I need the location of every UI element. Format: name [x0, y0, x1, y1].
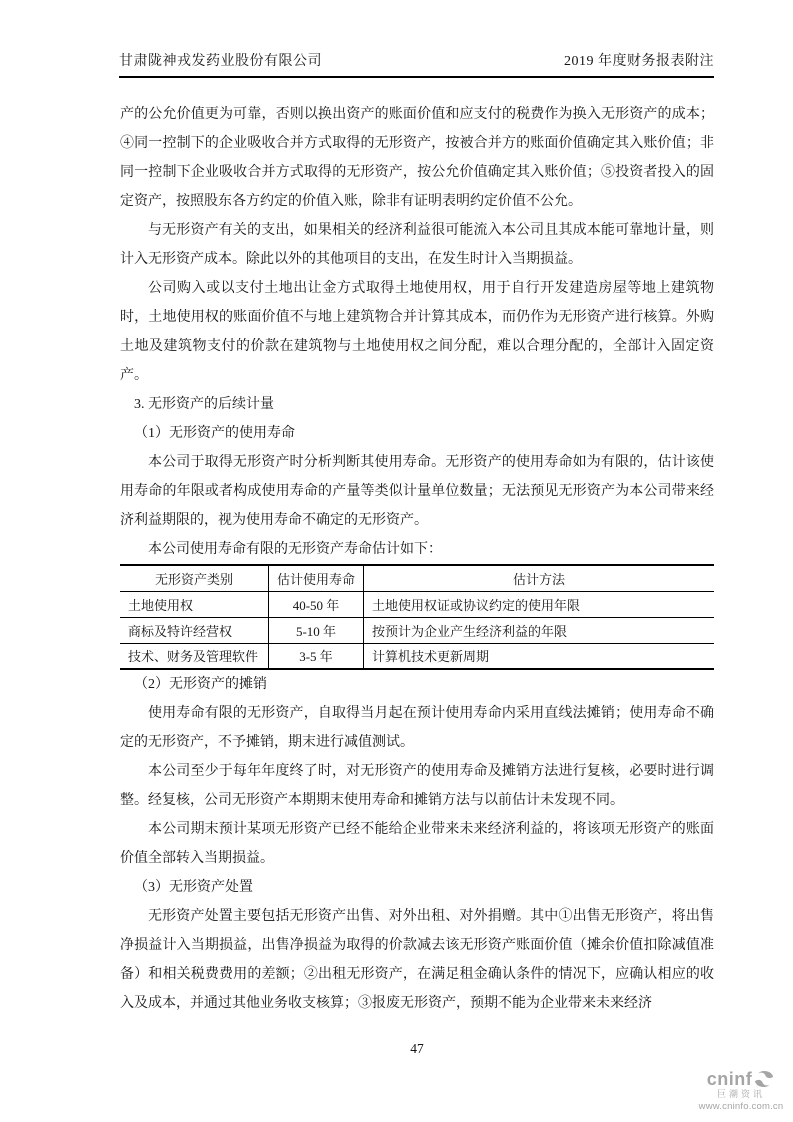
column-header: 无形资产类别: [120, 565, 269, 591]
estimation-method-cell: 土地使用权证或协议约定的使用年限: [364, 591, 714, 617]
page-header: [119, 50, 714, 78]
page-number: 47: [410, 1041, 424, 1056]
asset-type-cell: 商标及特许经营权: [120, 617, 269, 643]
table-row: [120, 591, 714, 617]
cninfo-chinese-name: 巨潮资讯: [716, 1089, 765, 1099]
section-heading: （3）无形资产处置: [134, 880, 253, 895]
swirl-icon: [753, 1069, 775, 1089]
section-heading: （1）无形资产的使用寿命: [134, 426, 295, 441]
cninfo-wordmark-row: [693, 1069, 789, 1089]
cninfo-logo: [693, 1069, 789, 1112]
document-title: 2019 年度财务报表附注: [564, 54, 714, 69]
estimation-method-cell: 按预计为企业产生经济利益的年限: [364, 617, 714, 643]
useful-life-cell: 5-10 年: [269, 617, 364, 643]
paragraph: 产的公允价值更为可靠，否则以换出资产的账面价值和应支付的税费作为换入无形资产的成本；④同一控制下的企业吸收合并方式取得的无形资产，按被合并方的账面价值确定其入账价值；非同一控制下企业吸收合并方式取得的无形资产，按公允价值确定其入账价值；⑤投资者投入的固定资产，按照股东各方约定的价值入账，除非有证明表明约定价值不公允。: [120, 107, 714, 209]
table-header-row: [120, 565, 714, 591]
cninfo-url: www.cninfo.com.cn: [698, 1101, 784, 1112]
asset-type-cell: 技术、财务及管理软件: [128, 649, 259, 665]
paragraph: 本公司使用寿命有限的无形资产寿命估计如下：: [148, 542, 442, 557]
paragraph: 无形资产处置主要包括无形资产出售、对外出租、对外捐赠。其中①出售无形资产，将出售净损益计入当期损益，出售净损益为取得的价款减去该无形资产账面价值（摊余价值扣除减值准备）和相关税费费用的差额；②出租无形资产，在满足租金确认条件的情况下，应确认相应的收入及成本，并通过其他业务收支核算；③报废无形资产，预期不能为企业带来未来经济: [120, 909, 714, 1011]
useful-life-table: [120, 564, 714, 670]
column-header: 估计方法: [364, 565, 714, 591]
section-heading: （2）无形资产的摊销: [134, 677, 267, 692]
paragraph: 与无形资产有关的支出，如果相关的经济利益很可能流入本公司且其成本能可靠地计量，则计入无形资产成本。除此以外的其他项目的支出，在发生时计入当期损益。: [120, 223, 714, 267]
table-row: [120, 643, 714, 669]
cninfo-wordmark: cninf: [706, 1069, 753, 1089]
estimation-method-cell: 计算机技术更新周期: [364, 643, 714, 669]
useful-life-cell: 3-5 年: [269, 643, 364, 669]
section-heading: 3. 无形资产的后续计量: [134, 397, 274, 412]
paragraph: 本公司于取得无形资产时分析判断其使用寿命。无形资产的使用寿命如为有限的，估计该使用寿命的年限或者构成使用寿命的产量等类似计量单位数量；无法预见无形资产为本公司带来经济利益期限的，视为使用寿命不确定的无形资产。: [120, 455, 714, 528]
asset-type-cell: 土地使用权: [120, 591, 269, 617]
table-row: [120, 617, 714, 643]
paragraph: 公司购入或以支付土地出让金方式取得土地使用权，用于自行开发建造房屋等地上建筑物时，土地使用权的账面价值不与地上建筑物合并计算其成本，而仍作为无形资产进行核算。外购土地及建筑物支付的价款在建筑物与土地使用权之间分配，难以合理分配的，全部计入固定资产。: [120, 281, 714, 383]
paragraph: 本公司至少于每年年度终了时，对无形资产的使用寿命及摊销方法进行复核，必要时进行调整。经复核，公司无形资产本期期末使用寿命和摊销方法与以前估计未发现不同。: [120, 764, 714, 808]
paragraph: 本公司期末预计某项无形资产已经不能给企业带来未来经济利益的，将该项无形资产的账面价值全部转入当期损益。: [120, 822, 714, 866]
document-body: [120, 100, 714, 1018]
column-header: 估计使用寿命: [269, 565, 364, 591]
company-name: 甘肃陇神戎发药业股份有限公司: [119, 54, 322, 69]
useful-life-cell: 40-50 年: [269, 591, 364, 617]
paragraph: 使用寿命有限的无形资产，自取得当月起在预计使用寿命内采用直线法摊销；使用寿命不确定的无形资产，不予摊销，期末进行减值测试。: [120, 706, 714, 750]
